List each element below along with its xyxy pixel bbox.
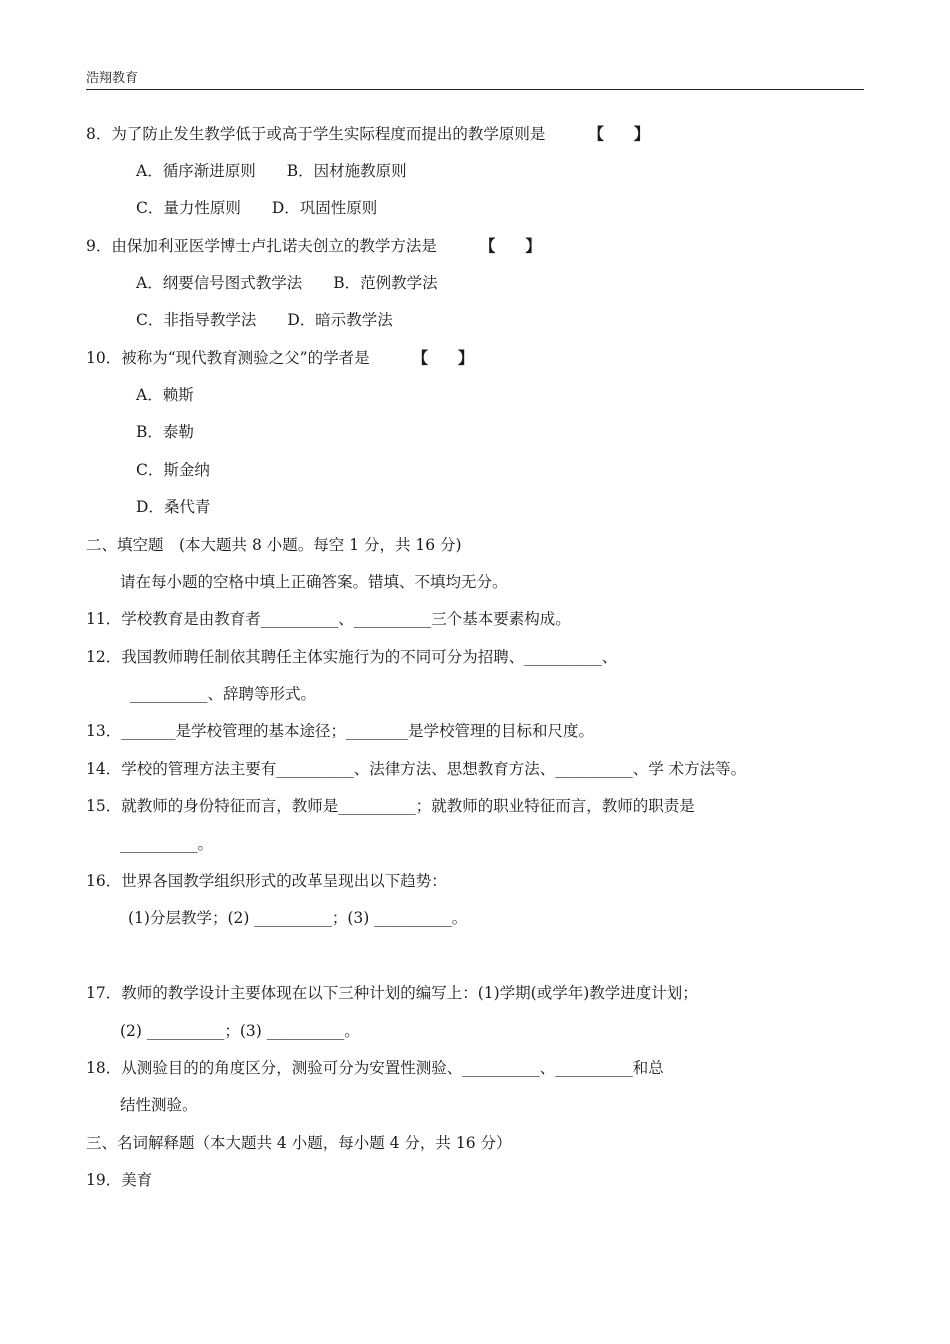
question-9-options-cd: C．非指导教学法 D．暗示教学法 [136, 311, 393, 329]
answer-bracket: 【 】 [588, 124, 650, 143]
question-14: 14．学校的管理方法主要有__________、法律方法、思想教育方法、__________、学 术方法等。 [86, 760, 747, 778]
header-title: 浩翔教育 [86, 71, 139, 86]
section-2-instructions: 请在每小题的空格中填上正确答案。错填、不填均无分。 [120, 573, 508, 591]
question-15: 15．就教师的身份特征而言，教师是__________；就教师的职业特征而言，教师的职责是 [86, 797, 695, 815]
question-10-option-c: C．斯金纳 [136, 461, 210, 479]
question-13: 13．_______是学校管理的基本途径；________是学校管理的目标和尺度。 [86, 722, 594, 740]
section-3-heading: 三、名词解释题（本大题共 4 小题，每小题 4 分，共 16 分） [86, 1134, 512, 1152]
question-text: 8．为了防止发生教学低于或高于学生实际程度而提出的教学原则是 [86, 125, 546, 143]
question-text: 10．被称为“现代教育测验之父”的学者是 [86, 349, 370, 367]
question-11: 11．学校教育是由教育者__________、__________三个基本要素构成。 [86, 610, 571, 628]
question-17-continued: (2) __________；(3) __________。 [120, 1022, 360, 1040]
question-8-options-cd: C．量力性原则 D．巩固性原则 [136, 199, 378, 217]
question-18: 18．从测验目的的角度区分，测验可分为安置性测验、__________、__________和总 [86, 1059, 664, 1077]
question-19: 19．美育 [86, 1171, 153, 1189]
question-16-continued: (1)分层教学；(2) __________；(3) __________。 [128, 909, 468, 927]
question-9-options-ab: A．纲要信号图式教学法 B．范例教学法 [136, 274, 438, 292]
question-10-option-d: D．桑代青 [136, 498, 211, 516]
question-text: 9．由保加利亚医学博士卢扎诺夫创立的教学方法是 [86, 237, 437, 255]
question-12-continued: __________、辞聘等形式。 [130, 685, 317, 703]
question-10 [86, 348, 474, 368]
question-8-options-ab: A．循序渐进原则 B．因材施教原则 [136, 162, 407, 180]
question-12: 12．我国教师聘任制依其聘任主体实施行为的不同可分为招聘、__________、 [86, 648, 618, 666]
answer-bracket: 【 】 [479, 236, 541, 255]
question-15-continued: __________。 [120, 835, 214, 853]
question-16: 16．世界各国教学组织形式的改革呈现出以下趋势： [86, 872, 447, 890]
question-18-continued: 结性测验。 [120, 1096, 198, 1114]
question-10-option-a: A．赖斯 [136, 386, 194, 404]
question-17: 17．教师的教学设计主要体现在以下三种计划的编写上：(1)学期(或学年)教学进度计划； [86, 984, 698, 1002]
page-header [86, 70, 864, 90]
answer-bracket: 【 】 [412, 348, 474, 367]
section-2-heading: 二、填空题 (本大题共 8 小题。每空 1 分，共 16 分) [86, 536, 462, 554]
question-8 [86, 124, 649, 144]
question-9 [86, 236, 541, 256]
question-10-option-b: B．泰勒 [136, 423, 194, 441]
